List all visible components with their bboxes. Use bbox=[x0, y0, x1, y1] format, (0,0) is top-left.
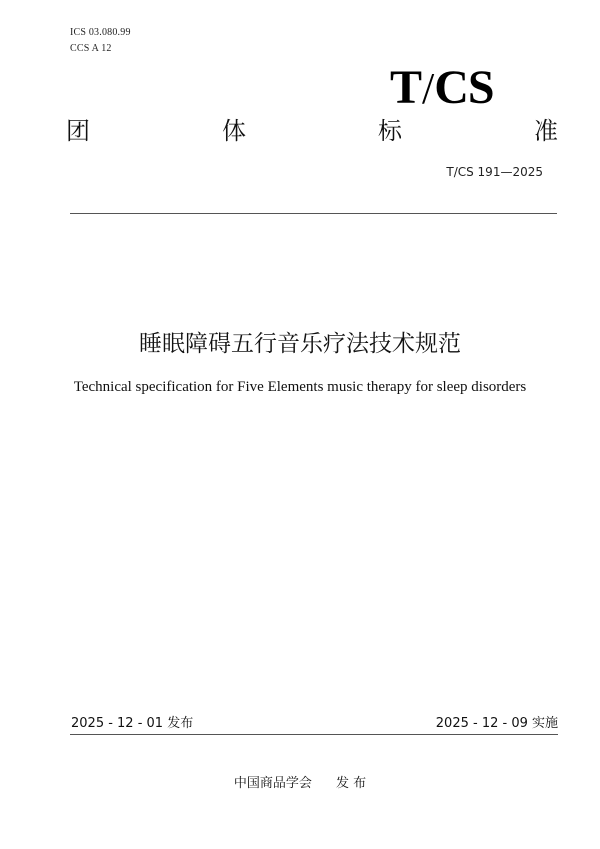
publisher-line bbox=[0, 776, 600, 792]
bottom-divider bbox=[70, 734, 558, 735]
standard-type-char: 体 bbox=[222, 117, 246, 145]
top-divider bbox=[70, 213, 557, 214]
document-title-english: Technical specification for Five Elements music therapy for sleep disorders bbox=[73, 379, 527, 395]
publisher-name: 中国商品学会 bbox=[233, 776, 312, 791]
document-title-chinese: 睡眠障碍五行音乐疗法技术规范 bbox=[139, 331, 461, 357]
publisher-action: 发 布 bbox=[335, 776, 367, 791]
implementation-date: 2025 - 12 - 09 实施 bbox=[435, 716, 558, 731]
ics-code: ICS 03.080.99 bbox=[70, 27, 131, 38]
publish-date: 2025 - 12 - 01 发布 bbox=[71, 716, 194, 731]
ccs-code: CCS A 12 bbox=[70, 43, 112, 54]
logo-cs: CS bbox=[434, 61, 494, 114]
tcs-logo bbox=[390, 62, 494, 115]
standard-type-char: 准 bbox=[534, 117, 558, 145]
logo-t: T bbox=[390, 61, 422, 114]
logo-slash: / bbox=[422, 64, 434, 113]
standard-type-heading bbox=[66, 116, 558, 146]
standard-type-char: 标 bbox=[378, 117, 402, 145]
standard-type-char: 团 bbox=[66, 117, 90, 145]
standard-number: T/CS 191—2025 bbox=[446, 165, 543, 179]
